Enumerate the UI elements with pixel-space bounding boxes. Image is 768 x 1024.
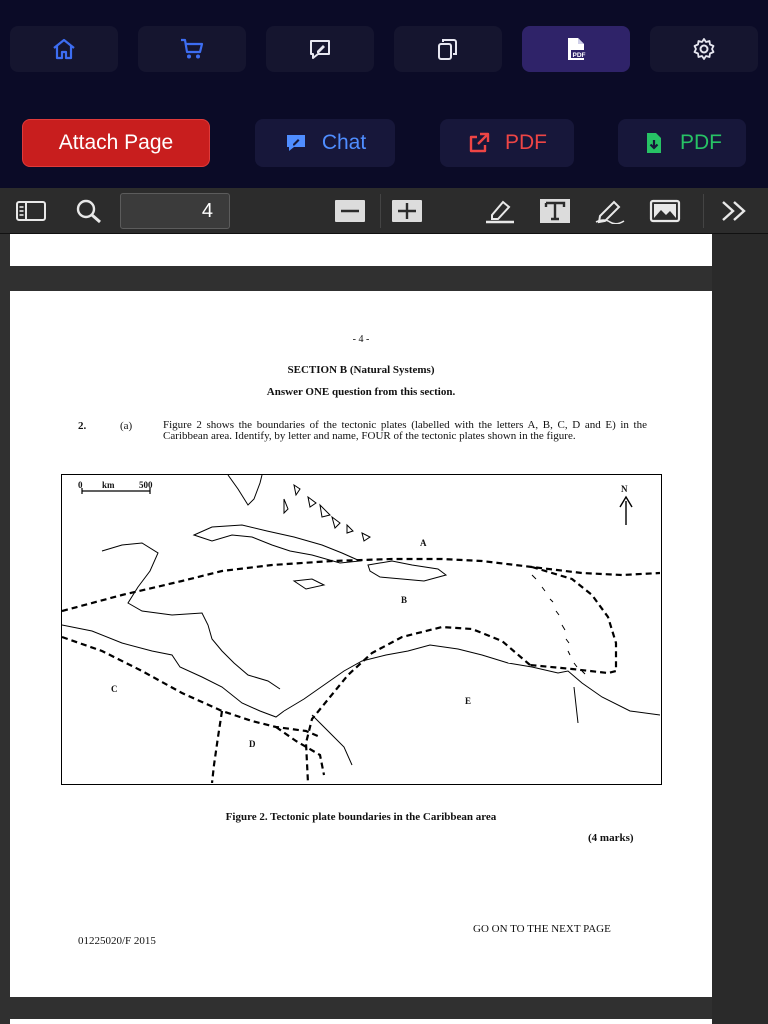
external-link-icon [467,131,491,155]
lesser-antilles [532,575,585,674]
edit-chat-icon [307,36,333,62]
download-pdf-label: PDF [680,131,722,154]
attach-page-button[interactable] [22,119,210,167]
section-instruction: Answer ONE question from this section. [266,386,456,398]
marks-label: (4 marks) [588,832,634,844]
home-icon [51,36,77,62]
download-pdf-button[interactable] [618,119,746,167]
north-label: N [621,484,628,494]
jamaica-coastline [294,579,324,589]
hispaniola-coastline [368,561,446,581]
sidebar-icon [15,198,47,224]
top-nav [0,0,768,100]
home-button[interactable] [10,26,118,72]
caribbean-map [62,475,660,783]
zoom-out-button[interactable] [334,196,366,226]
export-pdf-label: PDF [505,131,547,154]
question-text: Figure 2 shows the boundaries of the tectonic plates (labelled with the letters A, B, C, D and E) in the Caribbean area. Identify, by letter and name, FOUR of the tectonic plates shown in the figure. [163,419,647,442]
plate-boundary-pacific [62,637,320,737]
paper-code: 01225020/F 2015 [78,935,156,947]
south-america-interior [312,687,578,765]
pdf-tool-button[interactable] [522,26,630,72]
figure-caption: Figure 2. Tectonic plate boundaries in the Caribbean area [225,811,497,823]
tectonic-map-figure [61,474,662,785]
florida-coastline [228,475,262,505]
more-tools-button[interactable] [719,196,751,226]
previous-page-edge [10,234,712,266]
south-america-coast [284,645,660,715]
document-viewer[interactable] [0,234,768,1024]
pages-icon [435,36,461,62]
pencil-icon [594,198,626,224]
gear-icon [691,36,717,62]
question-number: 2. [78,420,87,432]
plate-boundary-cocos-nazca [212,711,222,783]
pages-button[interactable] [394,26,502,72]
toolbar-divider [703,194,704,228]
search-icon [73,198,105,224]
scale-start: 0 [78,480,83,490]
highlighter-icon [484,198,516,224]
chat-button[interactable] [255,119,395,167]
settings-button[interactable] [650,26,758,72]
text-tool-button[interactable] [539,196,571,226]
viewer-toolbar [0,188,768,234]
scrollbar-track[interactable] [712,234,768,1024]
chat-bubble-icon [284,131,308,155]
chat-label: Chat [321,131,367,154]
mexico-coast [102,543,280,689]
plate-label-c: C [111,684,118,694]
pdf-page [10,291,712,997]
plate-label-a: A [420,538,427,548]
draw-button[interactable] [594,196,626,226]
cuba-coastline [194,525,360,563]
highlight-button[interactable] [484,196,516,226]
plate-label-d: D [249,739,256,749]
plate-label-e: E [465,696,472,706]
attach-page-label: Attach Page [58,131,174,154]
image-icon [649,198,681,224]
pdf-file-icon [563,36,589,62]
double-chevron-right-icon [719,198,751,224]
image-tool-button[interactable] [649,196,681,226]
search-button[interactable] [73,196,105,226]
action-row [0,100,768,188]
zoom-in-button[interactable] [391,196,423,226]
go-on-label: GO ON TO THE NEXT PAGE [473,923,611,935]
export-pdf-button[interactable] [440,119,574,167]
plate-label-b: B [401,595,408,605]
toolbar-divider [380,194,381,228]
section-title: SECTION B (Natural Systems) [287,364,435,376]
plate-boundary-panama [276,727,324,775]
plate-boundary-antilles-arc [530,567,616,673]
scale-unit: km [102,480,115,490]
scale-end: 500 [139,480,153,490]
sidebar-toggle-button[interactable] [15,196,47,226]
plate-boundary-south [306,627,530,783]
plus-icon [391,198,423,224]
question-part: (a) [120,420,133,432]
chat-edit-button[interactable] [266,26,374,72]
cart-button[interactable] [138,26,246,72]
page-label: - 4 - [352,334,370,345]
next-page-edge [10,1019,712,1024]
text-icon [539,198,571,224]
cart-icon [179,36,205,62]
bahamas-islands [284,485,370,541]
minus-icon [334,198,366,224]
page-number-input[interactable]: 4 [120,193,230,229]
pdf-icon-label: PDF [572,52,586,59]
central-america-coast [62,625,284,717]
file-download-icon [642,131,666,155]
